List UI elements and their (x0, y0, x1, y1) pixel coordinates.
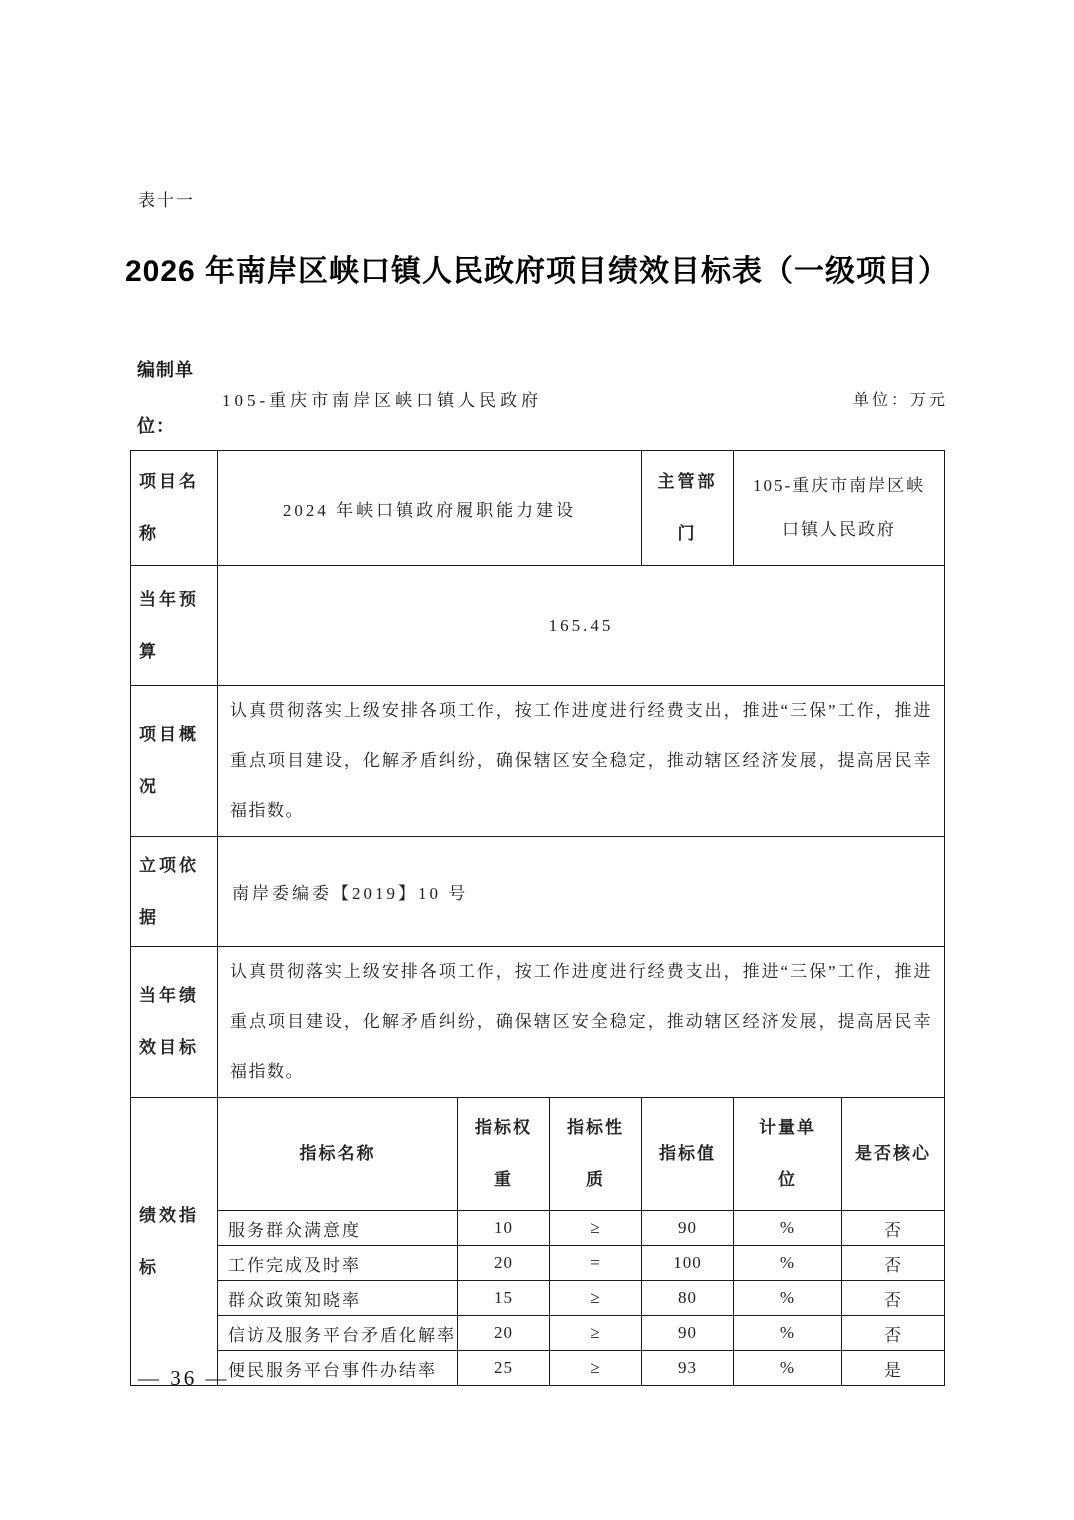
col-header-unit: 计量单位 (734, 1098, 842, 1211)
page-number: — 36 — (138, 1366, 230, 1390)
indicator-is-core: 否 (842, 1316, 945, 1351)
indicator-row (131, 1316, 945, 1351)
indicator-value: 90 (642, 1211, 734, 1246)
indicator-nature: = (550, 1246, 642, 1281)
indicator-unit: % (734, 1316, 842, 1351)
performance-target-table (130, 450, 945, 1386)
indicator-name: 工作完成及时率 (218, 1246, 458, 1281)
col-header-indicator-name: 指标名称 (218, 1098, 458, 1211)
indicator-row (131, 1351, 945, 1386)
dept-value: 105-重庆市南岸区峡口镇人民政府 (734, 451, 945, 566)
indicator-header-row (131, 1098, 945, 1211)
project-name-label: 项目名称 (131, 451, 218, 566)
indicator-nature: ≥ (550, 1281, 642, 1316)
indicator-row (131, 1281, 945, 1316)
indicator-weight: 20 (458, 1316, 550, 1351)
indicator-row (131, 1211, 945, 1246)
col-header-is-core: 是否核心 (842, 1098, 945, 1211)
table-index-label: 表十一 (138, 191, 195, 210)
currency-unit-label: 单位：万元 (852, 391, 948, 409)
budget-value: 165.45 (218, 566, 945, 686)
prepared-by-row (130, 342, 948, 454)
indicator-value: 90 (642, 1316, 734, 1351)
indicator-value: 93 (642, 1351, 734, 1386)
overview-label: 项目概况 (131, 686, 218, 837)
indicator-value: 80 (642, 1281, 734, 1316)
indicator-is-core: 是 (842, 1351, 945, 1386)
page-title: 2026 年南岸区峡口镇人民政府项目绩效目标表（一级项目） (124, 255, 950, 288)
indicator-name: 信访及服务平台矛盾化解率 (218, 1316, 458, 1351)
indicator-weight: 20 (458, 1246, 550, 1281)
indicator-value: 100 (642, 1246, 734, 1281)
indicator-weight: 10 (458, 1211, 550, 1246)
indicator-row (131, 1246, 945, 1281)
budget-label: 当年预算 (131, 566, 218, 686)
indicator-name: 群众政策知晓率 (218, 1281, 458, 1316)
indicator-nature: ≥ (550, 1316, 642, 1351)
indicator-nature: ≥ (550, 1351, 642, 1386)
col-header-target-value: 指标值 (642, 1098, 734, 1211)
overview-value: 认真贯彻落实上级安排各项工作，按工作进度进行经费支出，推进“三保”工作，推进重点项目建设，化解矛盾纠纷，确保辖区安全稳定，推动辖区经济发展，提高居民幸福指数。 (218, 686, 945, 837)
indicator-weight: 25 (458, 1351, 550, 1386)
table-row (131, 451, 945, 566)
indicator-unit: % (734, 1246, 842, 1281)
col-header-weight: 指标权重 (458, 1098, 550, 1211)
indicator-name: 服务群众满意度 (218, 1211, 458, 1246)
indicator-nature: ≥ (550, 1211, 642, 1246)
indicators-section-label: 绩效指标 (131, 1098, 218, 1386)
basis-value: 南岸委编委【2019】10 号 (218, 837, 945, 947)
indicator-is-core: 否 (842, 1246, 945, 1281)
table-row (131, 837, 945, 947)
indicator-unit: % (734, 1211, 842, 1246)
indicator-unit: % (734, 1281, 842, 1316)
indicator-unit: % (734, 1351, 842, 1386)
basis-label: 立项依据 (131, 837, 218, 947)
table-row (131, 686, 945, 837)
prepared-by-value: 105-重庆市南岸区峡口镇人民政府 (222, 390, 543, 410)
project-name-value: 2024 年峡口镇政府履职能力建设 (218, 451, 642, 566)
table-row (131, 947, 945, 1098)
indicator-name: 便民服务平台事件办结率 (218, 1351, 458, 1386)
prepared-by-label: 编制单位： (137, 360, 194, 436)
col-header-nature: 指标性质 (550, 1098, 642, 1211)
annual-target-value: 认真贯彻落实上级安排各项工作，按工作进度进行经费支出，推进“三保”工作，推进重点项目建设，化解矛盾纠纷，确保辖区安全稳定，推动辖区经济发展，提高居民幸福指数。 (218, 947, 945, 1098)
indicator-is-core: 否 (842, 1211, 945, 1246)
dept-label: 主管部门 (642, 451, 734, 566)
indicator-weight: 15 (458, 1281, 550, 1316)
table-row (131, 566, 945, 686)
annual-target-label: 当年绩效目标 (131, 947, 218, 1098)
indicator-is-core: 否 (842, 1281, 945, 1316)
